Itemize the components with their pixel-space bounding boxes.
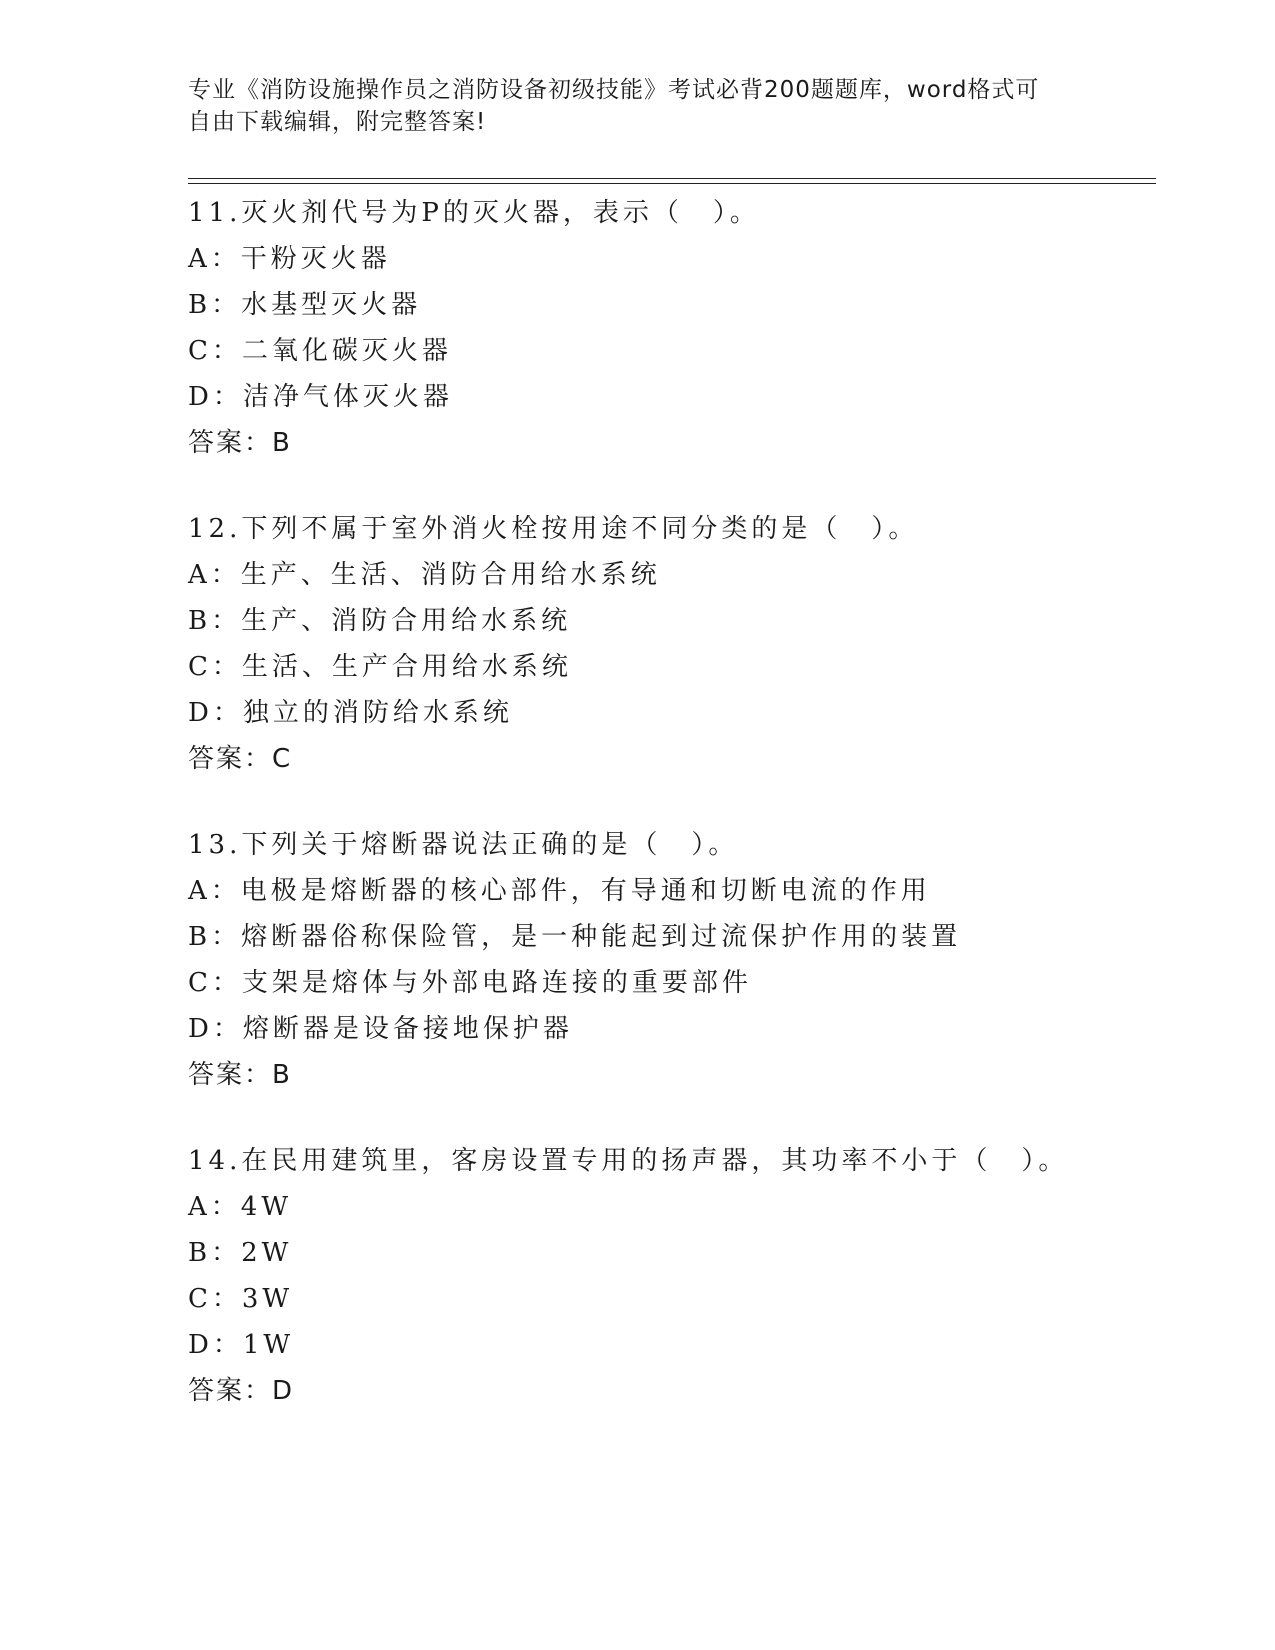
- question-13: [188, 822, 1156, 1098]
- question-11: [188, 190, 1156, 466]
- question-list: [188, 190, 1156, 1454]
- option-c: C：支架是熔体与外部电路连接的重要部件: [188, 968, 752, 998]
- header-rule-top: [188, 178, 1156, 179]
- option-a: A：生产、生活、消防合用给水系统: [188, 560, 661, 590]
- question-stem: 14.在民用建筑里，客房设置专用的扬声器，其功率不小于（ ）。: [188, 1146, 1069, 1176]
- question-stem: 12.下列不属于室外消火栓按用途不同分类的是（ ）。: [188, 514, 919, 544]
- option-c: C：3W: [188, 1284, 294, 1314]
- answer-text: 答案：C: [188, 744, 293, 774]
- option-b: B：熔断器俗称保险管，是一种能起到过流保护作用的装置: [188, 922, 962, 952]
- option-d: D：独立的消防给水系统: [188, 698, 513, 728]
- option-c: C：生活、生产合用给水系统: [188, 652, 572, 682]
- option-c: C：二氧化碳灭火器: [188, 336, 452, 366]
- option-a: A：电极是熔断器的核心部件，有导通和切断电流的作用: [188, 876, 931, 906]
- header-rule-bottom: [188, 183, 1156, 184]
- answer-text: 答案：D: [188, 1376, 295, 1406]
- option-b: B：2W: [188, 1238, 293, 1268]
- option-d: D：1W: [188, 1330, 295, 1360]
- question-stem: 11.灭火剂代号为P的灭火器，表示（ ）。: [188, 198, 760, 228]
- header-line-1: 专业《消防设施操作员之消防设备初级技能》考试必背200题题库，word格式可: [188, 77, 1040, 103]
- option-a: A：4W: [188, 1192, 293, 1222]
- document-header: [188, 74, 1088, 138]
- header-line-2: 自由下载编辑，附完整答案!: [188, 109, 487, 135]
- answer-text: 答案：B: [188, 1060, 292, 1090]
- question-12: [188, 506, 1156, 782]
- option-d: D：洁净气体灭火器: [188, 382, 453, 412]
- answer-text: 答案：B: [188, 428, 292, 458]
- option-b: B：生产、消防合用给水系统: [188, 606, 572, 636]
- question-14: [188, 1138, 1156, 1414]
- option-b: B：水基型灭火器: [188, 290, 422, 320]
- question-stem: 13.下列关于熔断器说法正确的是（ ）。: [188, 830, 739, 860]
- option-d: D：熔断器是设备接地保护器: [188, 1014, 573, 1044]
- option-a: A：干粉灭火器: [188, 244, 391, 274]
